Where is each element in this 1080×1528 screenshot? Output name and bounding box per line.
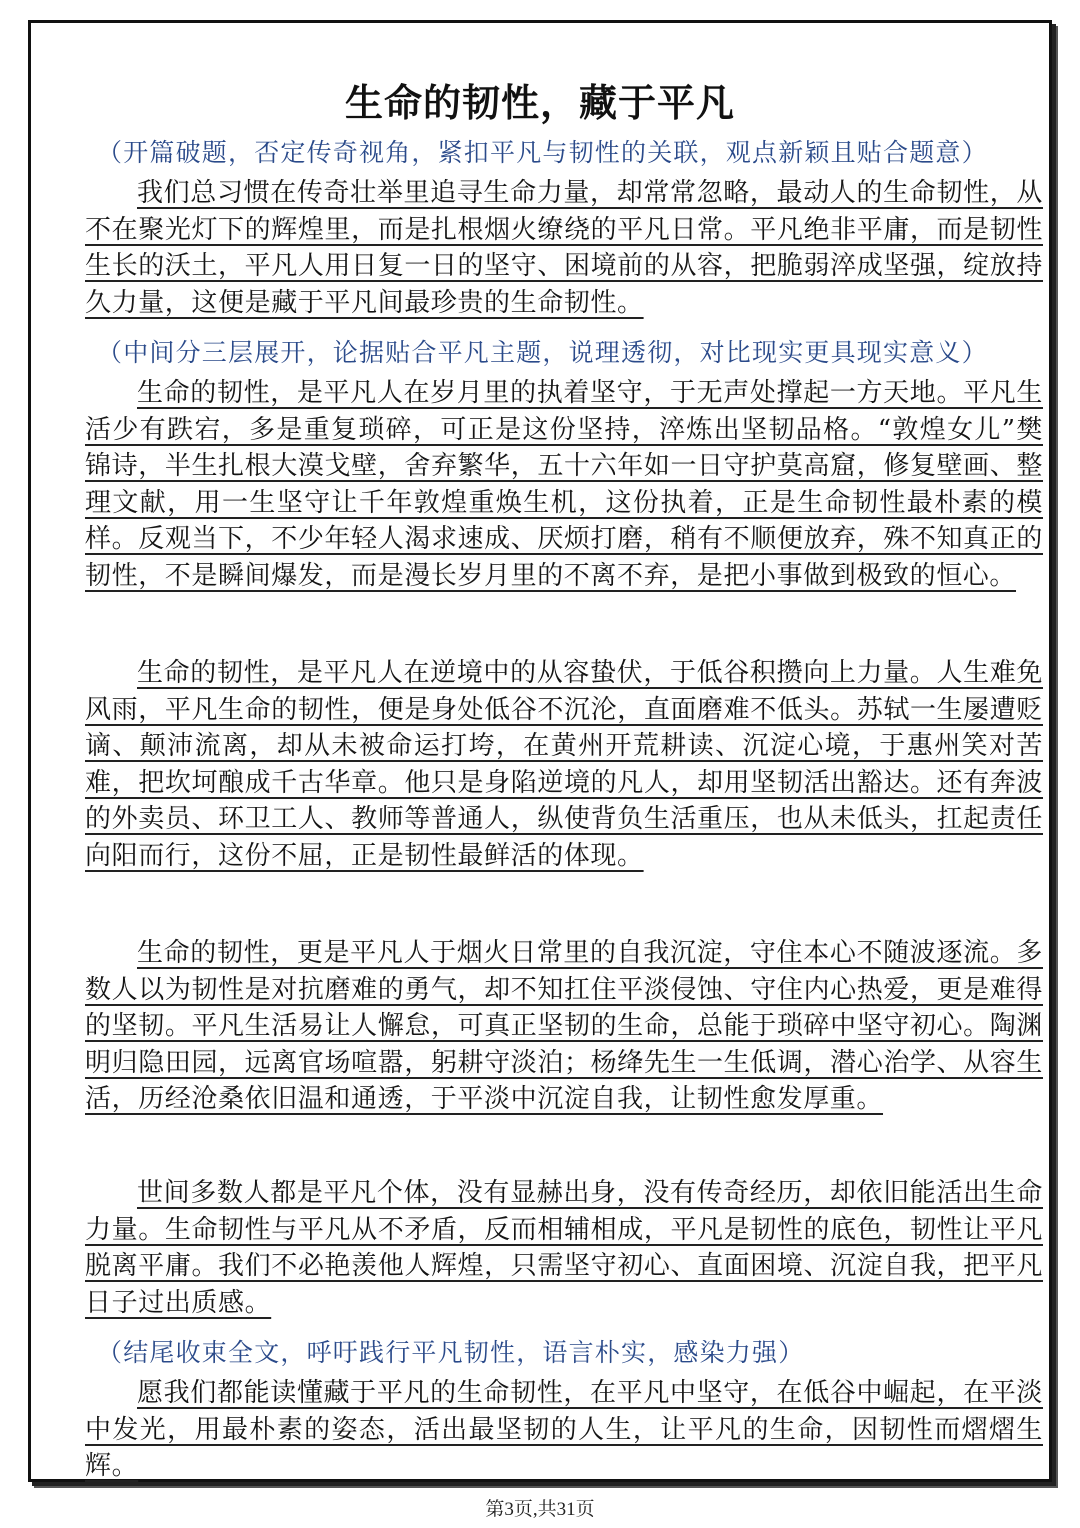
paragraph-text: 愿我们都能读懂藏于平凡的生命韧性，在平凡中坚守，在低谷中崛起，在平淡中发光，用最朴素的姿态，活出最坚韧的人生，让平凡的生命，因韧性而熠熠生辉。 — [85, 1378, 1043, 1481]
paragraph-body-4 — [85, 1175, 1043, 1321]
paragraph-text: 世间多数人都是平凡个体，没有显赫出身，没有传奇经历，却依旧能活出生命力量。生命韧性与平凡从不矛盾，反而相辅相成，平凡是韧性的底色，韧性让平凡脱离平庸。我们不必艳羡他人辉煌，只需坚守初心、直面困境、沉淀自我，把平凡日子过出质感。 — [85, 1178, 1043, 1318]
document-title: 生命的韧性，藏于平凡 — [344, 80, 735, 125]
paragraph-body-2 — [85, 655, 1043, 874]
document-page — [28, 20, 1052, 1482]
page-number: 第3页,共31页 — [485, 1499, 595, 1520]
paragraph-text: 生命的韧性，是平凡人在岁月里的执着坚守，于无声处撑起一方天地。平凡生活少有跌宕，多是重复琐碎，可正是这份坚持，淬炼出坚韧品格。“敦煌女儿”樊锦诗，半生扎根大漠戈壁，舍弃繁华，五十六年如一日守护莫高窟，修复壁画、整理文献，用一生坚守让千年敦煌重焕生机，这份执着，正是生命韧性最朴素的模样。反观当下，不少年轻人渴求速成、厌烦打磨，稍有不顺便放弃，殊不知真正的韧性，不是瞬间爆发，而是漫长岁月里的不离不弃，是把小事做到极致的恒心。 — [85, 378, 1043, 591]
paragraph-body-3 — [85, 935, 1043, 1118]
paragraph-body-1 — [85, 375, 1043, 594]
paragraph-conclusion — [85, 1375, 1043, 1485]
section-comment-intro: （开篇破题，否定传奇视角，紧扣平凡与韧性的关联，观点新颖且贴合题意） — [97, 138, 988, 167]
section-comment-body: （中间分三层展开，论据贴合平凡主题，说理透彻，对比现实更具现实意义） — [97, 338, 988, 367]
paragraph-text: 我们总习惯在传奇壮举里追寻生命力量，却常常忽略，最动人的生命韧性，从不在聚光灯下的辉煌里，而是扎根烟火缭绕的平凡日常。平凡绝非平庸，而是韧性生长的沃土，平凡人用日复一日的坚守、困境前的从容，把脆弱淬成坚强，绽放持久力量，这便是藏于平凡间最珍贵的生命韧性。 — [85, 178, 1043, 318]
paragraph-text: 生命的韧性，是平凡人在逆境中的从容蛰伏，于低谷积攒向上力量。人生难免风雨，平凡生命的韧性，便是身处低谷不沉沦，直面磨难不低头。苏轼一生屡遭贬谪、颠沛流离，却从未被命运打垮，在黄州开荒耕读、沉淀心境，于惠州笑对苦难，把坎坷酿成千古华章。他只是身陷逆境的凡人，却用坚韧活出豁达。还有奔波的外卖员、环卫工人、教师等普通人，纵使背负生活重压，也从未低头，扛起责任向阳而行，这份不屈，正是韧性最鲜活的体现。 — [85, 658, 1043, 871]
paragraph-text: 生命的韧性，更是平凡人于烟火日常里的自我沉淀，守住本心不随波逐流。多数人以为韧性是对抗磨难的勇气，却不知扛住平淡侵蚀、守住内心热爱，更是难得的坚韧。平凡生活易让人懈怠，可真正坚韧的生命，总能于琐碎中坚守初心。陶渊明归隐田园，远离官场喧嚣，躬耕守淡泊；杨绛先生一生低调，潜心治学、从容生活，历经沧桑依旧温和通透，于平淡中沉淀自我，让韧性愈发厚重。 — [85, 938, 1043, 1114]
paragraph-intro — [85, 175, 1043, 321]
section-comment-conclusion: （结尾收束全文，呼吁践行平凡韧性，语言朴实，感染力强） — [97, 1338, 805, 1367]
